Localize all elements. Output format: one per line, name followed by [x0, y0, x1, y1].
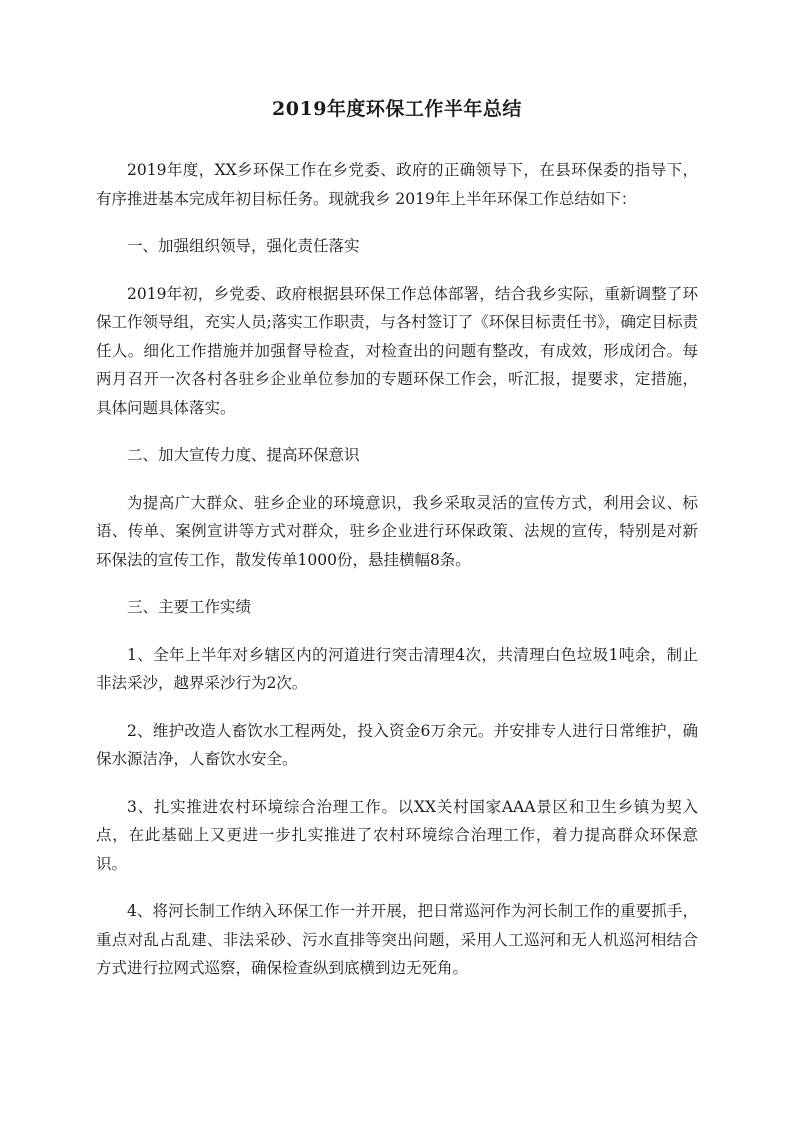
- paragraph-section-1: 2019年初，乡党委、政府根据县环保工作总体部署，结合我乡实际，重新调整了环保工作领导组，充实人员;落实工作职责，与各村签订了《环保目标责任书》，确定目标责任人。细化工作措施并加强督导检查，对检查出的问题有整改，有成效，形成闭合。每两月召开一次各村各驻乡企业单位参加的专题环保工作会，听汇报，提要求，定措施，具体问题具体落实。: [96, 284, 698, 417]
- list-item-1: 1、全年上半年对乡辖区内的河道进行突击清理4次，共清理白色垃圾1吨余，制止非法采沙，越界采沙行为2次。: [96, 645, 698, 692]
- section-heading-2: 二、加大宣传力度、提高环保意识: [127, 446, 360, 464]
- paragraph-intro: 2019年度，XX乡环保工作在乡党委、政府的正确领导下，在县环保委的指导下，有序推进基本完成年初目标任务。现就我乡 2019年上半年环保工作总结如下：: [96, 161, 698, 208]
- section-heading-3: 三、主要工作实绩: [127, 598, 252, 616]
- document-title: 2019年度环保工作半年总结: [272, 98, 522, 120]
- list-item-3: 3、扎实推进农村环境综合治理工作。以XX关村国家AAA景区和卫生乡镇为契入点，在此基础上又更进一步扎实推进了农村环境综合治理工作，着力提高群众环保意识。: [96, 797, 698, 873]
- list-item-2: 2、维护改造人畜饮水工程两处，投入资金6万余元。并安排专人进行日常维护，确保水源洁净，人畜饮水安全。: [96, 721, 698, 768]
- paragraph-section-2: 为提高广大群众、驻乡企业的环境意识，我乡采取灵活的宣传方式，利用会议、标语、传单、案例宣讲等方式对群众，驻乡企业进行环保政策、法规的宣传，特别是对新环保法的宣传工作，散发传单1000份，悬挂横幅8条。: [96, 493, 698, 569]
- list-item-4: 4、将河长制工作纳入环保工作一并开展，把日常巡河作为河长制工作的重要抓手，重点对乱占乱建、非法采砂、污水直排等突出问题，采用人工巡河和无人机巡河相结合方式进行拉网式巡察，确保检查纵到底横到边无死角。: [96, 902, 698, 977]
- document-body: [96, 156, 698, 1002]
- section-heading-1: 一、加强组织领导，强化责任落实: [127, 237, 360, 255]
